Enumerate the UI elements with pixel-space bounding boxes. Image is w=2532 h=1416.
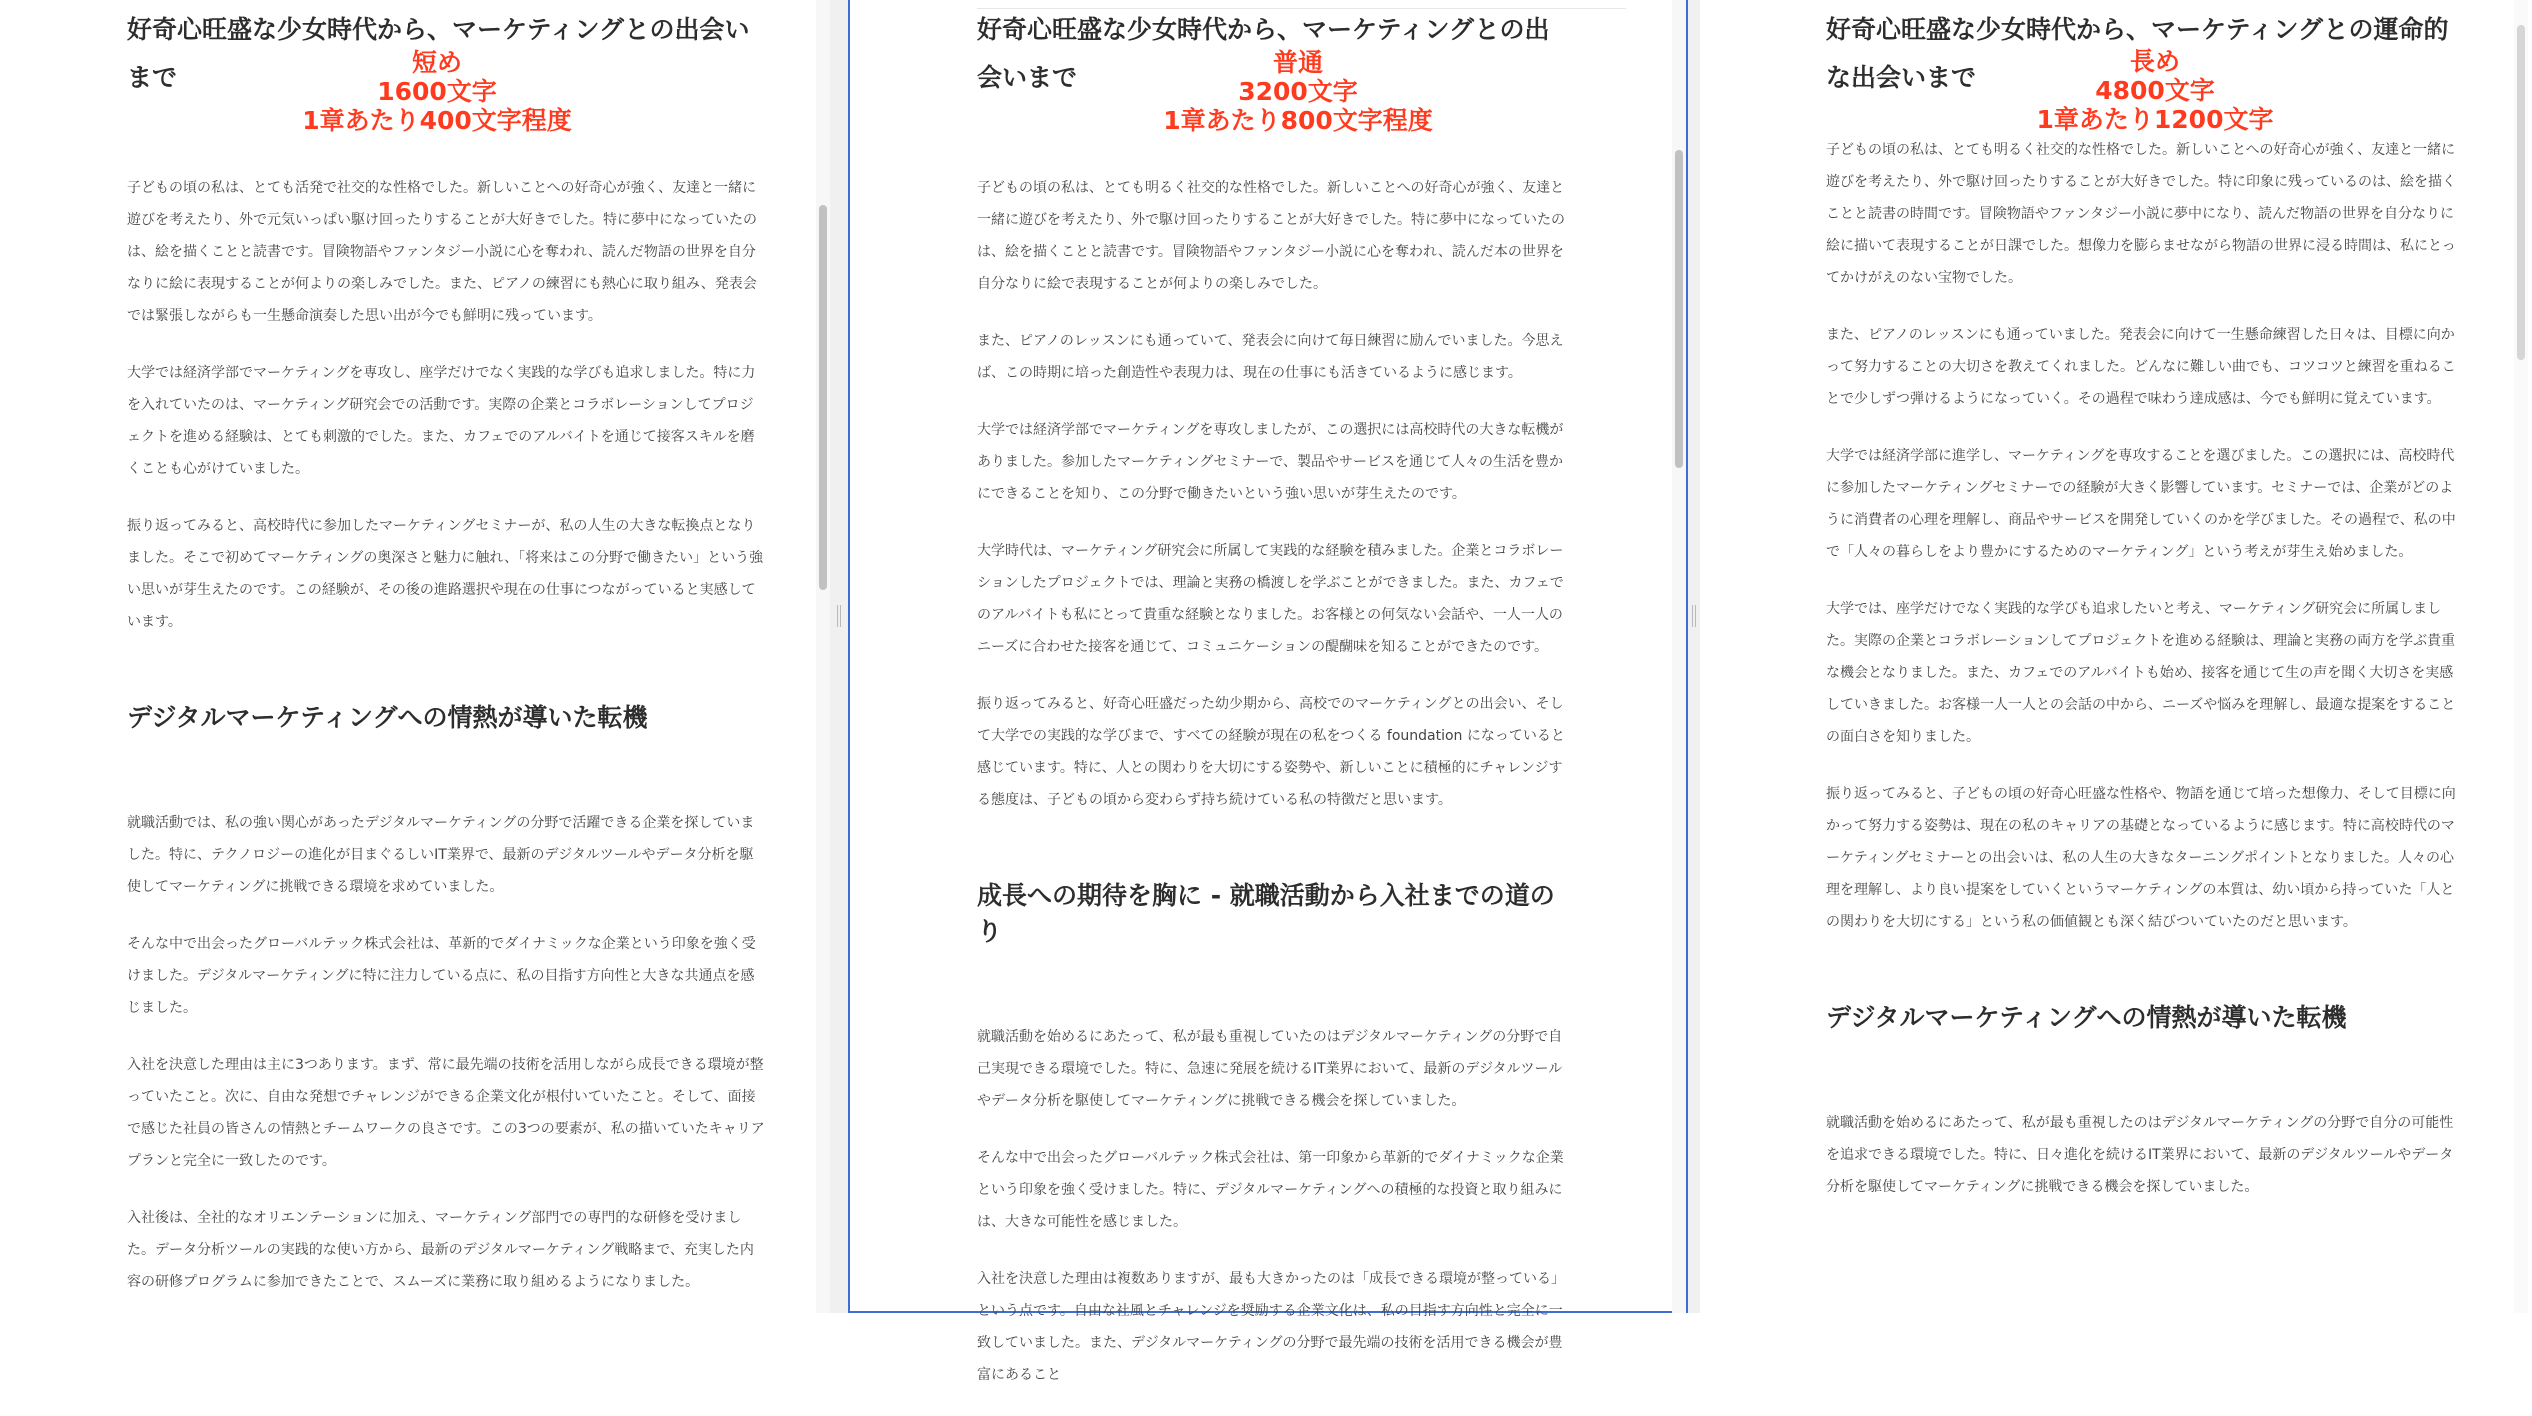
body-paragraph: 就職活動を始めるにあたって、私が最も重視したのはデジタルマーケティングの分野で自分の可能性を追求できる環境でした。特に、日々進化を続けるIT業界において、最新のデジタルツールやデータ分析を駆使してマーケティングに挑戦できる機会を探していました。 xyxy=(1826,1115,2454,1195)
body-paragraph: 入社を決意した理由は主に3つあります。まず、常に最先端の技術を活用しながら成長できる環境が整っていたこと。次に、自由な発想でチャレンジができる企業文化が根付いていたこと。そして、面接で感じた社員の皆さんの情熱とチームワークの良さです。この3つの要素が、私の描いていたキャリアプランと完全に一致したのです。 xyxy=(127,1057,765,1169)
body-paragraph: 振り返ってみると、好奇心旺盛だった幼少期から、高校でのマーケティングとの出会い、そして大学での実践的な学びまで、すべての経験が現在の私をつくる foundation になっていると感じています。特に、人との関わりを大切にする姿勢や、新しいことに積極的にチャレンジする態度は、子どもの頃から変わらず持ち続けている私の特徴だと思います。 xyxy=(977,696,1565,808)
scrollbar-thumb[interactable] xyxy=(819,205,827,590)
body-paragraph: 振り返ってみると、子どもの頃の好奇心旺盛な性格や、物語を通じて培った想像力、そして目標に向かって努力する姿勢は、現在の私のキャリアの基礎となっているように感じます。特に高校時代のマーケティングセミナーとの出会いは、私の人生の大きなターニングポイントとなりました。人々の心理を理解し、より良い提案をしていくというマーケティングの本質は、幼い頃から持っていた「人との関わりを大切にする」という私の価値観とも深く結びついていたのだと思います。 xyxy=(1826,786,2456,930)
body-paragraph: 子どもの頃の私は、とても明るく社交的な性格でした。新しいことへの好奇心が強く、友達と一緒に遊びを考えたり、外で駆け回ったりすることが大好きでした。特に夢中になっていたのは、絵を描くことと読書です。冒険物語やファンタジー小説に心を奪われ、読んだ本の世界を自分なりに絵で表現することが何よりの楽しみでした。 xyxy=(977,180,1565,292)
char-count-label: 4800文字 xyxy=(2095,76,2215,105)
body-paragraph: そんな中で出会ったグローバルテック株式会社は、第一印象から革新的でダイナミックな企業という印象を強く受けました。特に、デジタルマーケティングへの積極的な投資と取り組みには、大きな可能性を感じました。 xyxy=(977,1150,1564,1230)
section-heading: 成長への期待を胸に - 就職活動から入社までの道のり xyxy=(977,881,1555,946)
length-badge-text xyxy=(1990,47,2320,134)
body-paragraph: 大学では、座学だけでなく実践的な学びも追求したいと考え、マーケティング研究会に所属しました。実際の企業とコラボレーションしてプロジェクトを進める経験は、理論と実務の両方を学ぶ貴重な機会となりました。また、カフェでのアルバイトも始め、接客を通じて生の声を聞く大切さを実感していきました。お客様一人一人との会話の中から、ニーズや悩みを理解し、最適な提案をすることの面白さを知りました。 xyxy=(1826,601,2456,745)
length-label: 長め xyxy=(2129,47,2180,76)
document-title: 好奇心旺盛な少女時代から、マーケティングとの出会いまで xyxy=(977,15,1550,92)
body-paragraph: 大学では経済学部でマーケティングを専攻し、座学だけでなく実践的な学びも追求しました。特に力を入れていたのは、マーケティング研究会での活動です。実際の企業とコラボレーションしてプロジェクトを進める経験は、とても刺激的でした。また、カフェでのアルバイトを通じて接客スキルを磨くことも心がけていました。 xyxy=(127,365,756,477)
document-body xyxy=(1826,134,2456,1203)
body-paragraph: また、ピアノのレッスンにも通っていて、発表会に向けて毎日練習に励んでいました。今思えば、この時期に培った創造性や表現力は、現在の仕事にも活きているように感じます。 xyxy=(977,333,1564,381)
pane-splitter[interactable] xyxy=(830,0,848,1313)
document-pane-normal[interactable] xyxy=(848,0,1688,1383)
body-paragraph: 大学では経済学部に進学し、マーケティングを専攻することを選びました。この選択には、高校時代に参加したマーケティングセミナーでの経験が大きく影響しています。セミナーでは、企業がどのように消費者の心理を理解し、商品やサービスを開発していくのかを学びました。その過程で、私の中で「人々の暮らしをより豊かにするためのマーケティング」という考えが芽生え始めました。 xyxy=(1826,448,2456,560)
scrollbar-thumb[interactable] xyxy=(1675,150,1683,468)
length-badge-text xyxy=(272,48,602,135)
document-body xyxy=(127,172,767,1298)
vertical-scrollbar[interactable] xyxy=(1672,0,1686,1313)
length-label: 普通 xyxy=(1272,48,1323,77)
length-badge-text xyxy=(1128,48,1468,135)
body-paragraph: また、ピアノのレッスンにも通っていました。発表会に向けて一生懸命練習した日々は、目標に向かって努力することの大切さを教えてくれました。どんなに難しい曲でも、コツコツと練習を重ねることで少しずつ弾けるようになっていく。その過程で味わう達成感は、今でも鮮明に覚えています。 xyxy=(1826,327,2456,407)
per-chapter-label: 1章あたり800文字程度 xyxy=(1163,106,1433,135)
vertical-scrollbar[interactable] xyxy=(816,0,830,1313)
document-title: 好奇心旺盛な少女時代から、マーケティングとの出会いまで xyxy=(127,15,750,92)
length-label: 短め xyxy=(411,48,462,77)
vertical-scrollbar[interactable] xyxy=(2514,0,2528,1313)
body-paragraph: 子どもの頃の私は、とても明るく社交的な性格でした。新しいことへの好奇心が強く、友達と一緒に遊びを考えたり、外で駆け回ったりすることが大好きでした。特に印象に残っているのは、絵を描くことと読書の時間です。冒険物語やファンタジー小説に夢中になり、読んだ物語の世界を自分なりに絵に描いて表現することが日課でした。想像力を膨らませながら物語の世界に浸る時間は、私にとってかけがえのない宝物でした。 xyxy=(1826,142,2456,286)
document-title: 好奇心旺盛な少女時代から、マーケティングとの運命的な出会いまで xyxy=(1826,15,2449,92)
per-chapter-label: 1章あたり400文字程度 xyxy=(302,106,572,135)
char-count-label: 3200文字 xyxy=(1238,77,1358,106)
body-paragraph: 大学時代は、マーケティング研究会に所属して実践的な経験を積みました。企業とコラボレーションしたプロジェクトでは、理論と実務の橋渡しを学ぶことができました。また、カフェでのアルバイトも私にとって貴重な経験となりました。お客様との何気ない会話や、一人一人のニーズに合わせた接客を通じて、コミュニケーションの醍醐味を知ることができたのです。 xyxy=(977,543,1564,655)
per-chapter-label: 1章あたり1200文字 xyxy=(2036,105,2274,134)
body-paragraph: 大学では経済学部でマーケティングを専攻しましたが、この選択には高校時代の大きな転機がありました。参加したマーケティングセミナーで、製品やサービスを通じて人々の生活を豊かにできることを知り、この分野で働きたいという強い思いが芽生えたのです。 xyxy=(977,422,1564,502)
body-paragraph: 入社を決意した理由は複数ありますが、最も大きかったのは「成長できる環境が整っている」という点です。自由な社風とチャレンジを奨励する企業文化は、私の目指す方向性と完全に一致していました。また、デジタルマーケティングの分野で最先端の技術を活用できる機会が豊富にあること xyxy=(977,1271,1565,1383)
document-pane-long[interactable] xyxy=(1700,0,2532,1313)
section-heading: デジタルマーケティングへの情熱が導いた転機 xyxy=(1826,1003,2347,1032)
scrollbar-thumb[interactable] xyxy=(2517,25,2525,360)
document-content xyxy=(977,0,1567,1416)
body-paragraph: 就職活動では、私の強い関心があったデジタルマーケティングの分野で活躍できる企業を探していました。特に、テクノロジーの進化が目まぐるしいIT業界で、最新のデジタルツールやデータ分析を駆使してマーケティングに挑戦できる環境を求めていました。 xyxy=(127,815,755,895)
char-count-label: 1600文字 xyxy=(377,77,497,106)
document-content xyxy=(1826,0,2456,1228)
body-paragraph: 振り返ってみると、高校時代に参加したマーケティングセミナーが、私の人生の大きな転換点となりました。そこで初めてマーケティングの奥深さと魅力に触れ、「将来はこの分野で働きたい」という強い思いが芽生えたのです。この経験が、その後の進路選択や現在の仕事につながっていると実感しています。 xyxy=(127,518,764,630)
document-content xyxy=(127,0,767,1323)
splitter-grip-icon[interactable] xyxy=(837,605,841,627)
body-paragraph: 入社後は、全社的なオリエンテーションに加え、マーケティング部門での専門的な研修を受けました。データ分析ツールの実践的な使い方から、最新のデジタルマーケティング戦略まで、充実した内容の研修プログラムに参加できたことで、スムーズに業務に取り組めるようになりました。 xyxy=(127,1210,754,1290)
body-paragraph: そんな中で出会ったグローバルテック株式会社は、革新的でダイナミックな企業という印象を強く受けました。デジタルマーケティングに特に注力している点に、私の目指す方向性と大きな共通点を感じました。 xyxy=(127,936,756,1016)
document-pane-short[interactable] xyxy=(0,0,830,1313)
splitter-grip-icon[interactable] xyxy=(1692,605,1696,627)
body-paragraph: 子どもの頃の私は、とても活発で社交的な性格でした。新しいことへの好奇心が強く、友達と一緒に遊びを考えたり、外で元気いっぱい駆け回ったりすることが大好きでした。特に夢中になっていたのは、絵を描くことと読書です。冒険物語やファンタジー小説に心を奪われ、読んだ物語の世界を自分なりに絵に表現することが何よりの楽しみでした。また、ピアノの練習にも熱心に取り組み、発表会では緊張しながらも一生懸命演奏した思い出が今でも鮮明に残っています。 xyxy=(127,180,757,324)
pane-splitter[interactable] xyxy=(1688,0,1700,1313)
document-body xyxy=(977,172,1567,1391)
body-paragraph: 就職活動を始めるにあたって、私が最も重視していたのはデジタルマーケティングの分野で自己実現できる環境でした。特に、急速に発展を続けるIT業界において、最新のデジタルツールやデータ分析を駆使してマーケティングに挑戦できる機会を探していました。 xyxy=(977,1029,1563,1109)
section-heading: デジタルマーケティングへの情熱が導いた転機 xyxy=(127,703,648,732)
